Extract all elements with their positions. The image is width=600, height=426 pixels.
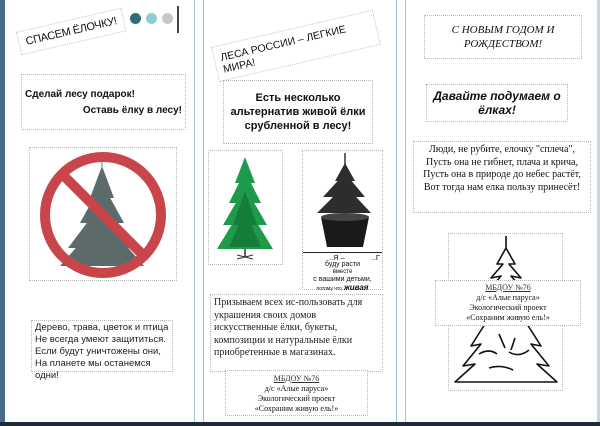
footer-kindergarten: д/с «Алые паруса» — [476, 293, 540, 302]
column-divider — [203, 0, 204, 422]
no-tree-cutting-sign-icon — [30, 148, 176, 280]
poem-line: Дерево, трава, цветок и птица — [35, 322, 169, 333]
no-tree-image-box — [29, 147, 177, 281]
panel3-poem-box — [413, 141, 591, 213]
footer-kindergarten: д/с «Алые паруса» — [264, 384, 329, 393]
greeting-text: С НОВЫМ ГОДОМ И РОЖДЕСТВОМ! — [451, 24, 555, 50]
footer-name: «Сохраним живую ель!» — [466, 313, 550, 322]
panel1-title: СПАСЕМ ЁЛОЧКУ! — [24, 15, 118, 48]
caption-line-5-small: потому что — [316, 285, 342, 292]
footer-project: Экологический проект — [469, 303, 547, 312]
think-text: Давайте подумаем о ёлках! — [433, 89, 561, 117]
column-divider — [396, 0, 397, 422]
potted-tree-box — [302, 150, 383, 290]
dot-icon — [146, 13, 157, 24]
greeting-box — [424, 15, 582, 59]
think-box — [426, 84, 568, 122]
footer-name: «Сохраним живую ель!» — [254, 404, 339, 413]
artificial-tree-icon — [209, 151, 282, 264]
decorative-bar — [177, 6, 179, 33]
caption-body — [303, 261, 382, 293]
panel3-poem-text: Люди, не рубите, елочку "сплеча", Пусть она не гибнет, плача и крича, Пусть она в природе до небес растёт, Вот тогда нам елка пользу принесёт! — [423, 144, 581, 193]
panel2-footer-box — [225, 370, 368, 416]
dot-icon — [130, 13, 141, 24]
caption-line-4: с вашими детьми, — [313, 276, 372, 283]
page-left-edge — [0, 0, 5, 426]
caption-line-5-bold: живая — [343, 282, 369, 292]
potted-tree-icon — [303, 151, 382, 251]
caption-line-1-right: ..Г — [371, 253, 380, 262]
alternatives-box — [223, 80, 373, 144]
gift-box — [21, 74, 186, 130]
poem-line: Не всегда умеют защититься. — [35, 334, 166, 345]
gift-line-2: Оставь ёлку в лесу! — [82, 105, 182, 116]
panel3-footer-box — [435, 280, 581, 326]
call-to-action-text: Призываем всех ис-пользовать для украшения своих домов искусственные ёлки, букеты, композиции и натуральные ёлки приобретенные в магазинах. — [214, 297, 363, 358]
dot-icon — [162, 13, 173, 24]
poem-line: На планете мы останемся одни! — [35, 358, 151, 381]
decorative-dots — [130, 13, 173, 24]
panel1-poem-box — [31, 320, 173, 381]
caption-line-2: буду расти — [324, 261, 361, 268]
call-to-action-box — [210, 294, 383, 372]
poem-line: Если будут уничтожены они, — [35, 346, 161, 357]
panel2-title: ЛЕСА РОССИИ – ЛЕГКИЕ МИРА! — [219, 23, 348, 76]
caption-line-1: ..Я – — [329, 253, 345, 262]
footer-org: МБДОУ №76 — [485, 283, 531, 292]
panel2-title-box — [211, 10, 381, 82]
footer-org: МБДОУ №76 — [273, 374, 320, 383]
artificial-tree-box — [208, 150, 283, 265]
column-divider — [194, 0, 195, 422]
page-bottom-edge — [0, 422, 600, 426]
column-divider — [405, 0, 406, 422]
caption-line-3: вместе — [332, 268, 353, 275]
alternatives-text: Есть несколько альтернатив живой ёлки срубленной в лесу! — [230, 92, 366, 132]
panel1-title-box — [16, 8, 127, 56]
gift-line-1: Сделай лесу подарок! — [25, 89, 135, 100]
footer-project: Экологический проект — [257, 394, 336, 403]
